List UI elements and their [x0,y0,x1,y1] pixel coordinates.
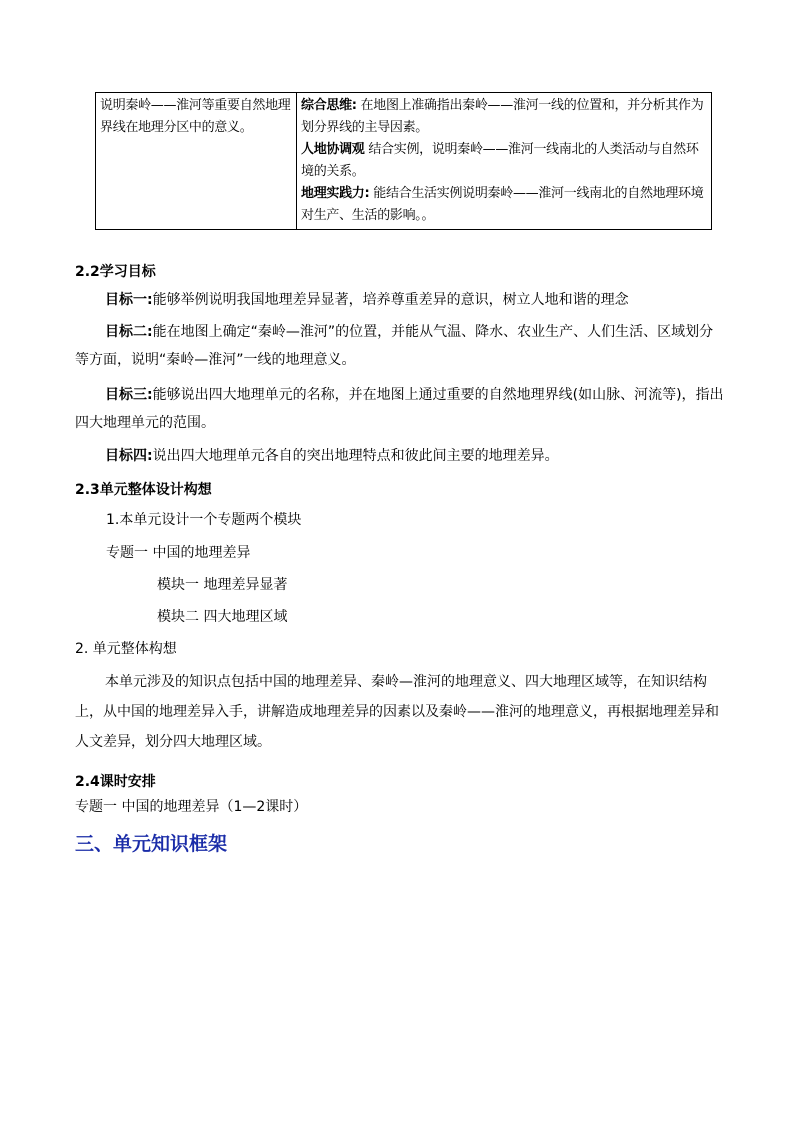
heading-schedule: 2.4课时安排 [75,774,156,790]
goal-paragraph [75,381,725,437]
topic-line: 专题一 中国的地理差异 [106,545,251,561]
standards-table [95,92,712,230]
standard-text: 说明秦岭——淮河等重要自然地理界线在地理分区中的意义。 [100,98,291,135]
goal-text: 能在地图上确定“秦岭—淮河”的位置，并能从气温、降水、农业生产、人们生活、区域划分等方面，说明“秦岭—淮河”一线的地理意义。 [75,324,714,368]
module-line: 模块二 四大地理区域 [157,609,288,625]
literacy-item [301,95,707,139]
table-row [96,93,712,230]
design-paragraph: 本单元涉及的知识点包括中国的地理差异、秦岭—淮河的地理意义、四大地理区域等，在知识结构上，从中国的地理差异入手，讲解造成地理差异的因素以及秦岭——淮河的地理意义，再根据地理差异和人文差异，划分四大地理区域。 [75,674,719,750]
goal-paragraph [75,442,725,470]
heading-learning-goals: 2.2学习目标 [75,264,156,280]
goal-text: 说出四大地理单元各自的突出地理特点和彼此间主要的地理差异。 [152,448,559,464]
heading-knowledge-framework: 三、单元知识框架 [75,833,228,855]
goal-label: 目标四: [105,448,153,464]
literacy-item [301,183,707,227]
goal-text: 能够举例说明我国地理差异显著，培养尊重差异的意识，树立人地和谐的理念 [152,292,629,308]
goal-paragraph [75,318,725,374]
literacy-label: 综合思维: [301,98,357,113]
goal-label: 目标三: [105,387,153,403]
table-cell-standard [96,93,297,230]
goal-label: 目标一: [105,292,153,308]
literacy-text: 在地图上准确指出秦岭——淮河一线的位置和，并分析其作为划分界线的主导因素。 [301,98,704,135]
literacy-item [301,139,707,183]
module-line: 模块一 地理差异显著 [157,577,288,593]
literacy-label: 地理实践力: [301,186,370,201]
design-item: 2. 单元整体构想 [75,641,177,657]
heading-unit-design: 2.3单元整体设计构想 [75,482,212,498]
literacy-text: 能结合生活实例说明秦岭——淮河一线南北的自然地理环境对生产、生活的影响。。 [301,186,704,223]
table-cell-literacy [297,93,712,230]
literacy-label: 人地协调观 [301,142,365,157]
goal-label: 目标二: [105,324,153,340]
schedule-line: 专题一 中国的地理差异（1—2课时） [75,799,308,815]
goal-text: 能够说出四大地理单元的名称，并在地图上通过重要的自然地理界线(如山脉、河流等)，指出四大地理单元的范围。 [75,387,724,431]
goal-paragraph [75,286,725,314]
design-item: 1.本单元设计一个专题两个模块 [106,512,302,528]
literacy-text: 结合实例，说明秦岭——淮河一线南北的人类活动与自然环境的关系。 [301,142,699,179]
